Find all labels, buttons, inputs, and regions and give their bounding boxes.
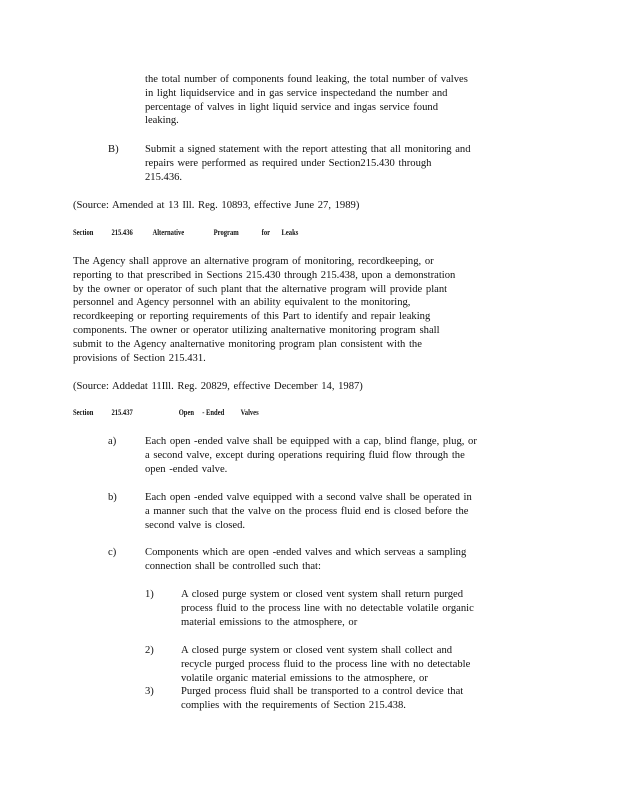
section-title-word: for [261,228,271,237]
sub-2-marker: 2) [145,645,154,656]
section-number: 215.436 [111,228,133,237]
sub-3-text: Purged process fluid shall be transported to a control device that complies with the requirements of Section 215.438. [181,686,464,711]
section-215-436-heading [73,228,298,237]
item-b2-marker: b) [108,492,117,503]
section-215-437-heading [73,408,259,417]
section-title-word: Alternative [152,228,185,237]
item-b-text: Submit a signed statement with the report attesting that all monitoring and repairs were performed as required under Section215.430 through 215.436. [145,144,471,183]
sub-2-text: A closed purge system or closed vent system shall collect and recycle purged process fluid to the process line with no detectable volatile organic material emissions to the atmosphere, or [181,645,471,684]
item-a-text: Each open -ended valve shall be equipped with a cap, blind flange, plug, or a second valve, except during operations requiring fluid flow through the open -ended valve. [145,436,477,475]
item-a-marker: a) [108,436,117,447]
section-label: Section [73,408,94,417]
sub-3-marker: 3) [145,686,154,697]
item-b2-text: Each open -ended valve equipped with a second valve shall be operated in a manner such that the valve on the process fluid end is closed before the second valve is closed. [145,492,472,531]
sub-1-marker: 1) [145,589,154,600]
item-c-marker: c) [108,547,117,558]
section-title-word: Valves [240,408,259,417]
sub-1-text: A closed purge system or closed vent system shall return purged process fluid to the process line with no detectable volatile organic material emissions to the atmosphere, or [181,589,474,628]
section-number: 215.437 [111,408,133,417]
item-c-text: Components which are open -ended valves and which serveas a sampling connection shall be controlled such that: [145,547,467,572]
section-title-word: Open [178,408,195,417]
source-note-2: (Source: Addedat 11Ill. Reg. 20829, effective December 14, 1987) [73,381,363,392]
section-title-word: - Ended [202,408,225,417]
section-215-436-body: The Agency shall approve an alternative program of monitoring, recordkeeping, or reporting to that prescribed in Sections 215.430 through 215.438, upon a demonstration by the owner or operator of such plant that the alternative program will provide plant personnel and Agency personnel with an ability equivalent to the monitoring, recordkeeping or reporting requirements of this Part to identify and repair leaking components. The owner or operator utilizing analternative monitoring program shall submit to the Agency analternative monitoring program plan consistent with the provisions of Section 215.431. [73,256,456,364]
section-title-word: Program [213,228,239,237]
source-note-1: (Source: Amended at 13 Ill. Reg. 10893, effective June 27, 1989) [73,200,360,211]
section-label: Section [73,228,94,237]
continuation-paragraph: the total number of components found leaking, the total number of valves in light liquidservice and in gas service inspectedand the number and percentage of valves in light liquid service and ingas service found leaking. [145,74,468,127]
section-title-word: Leaks [281,228,299,237]
item-b-marker: B) [108,144,119,155]
